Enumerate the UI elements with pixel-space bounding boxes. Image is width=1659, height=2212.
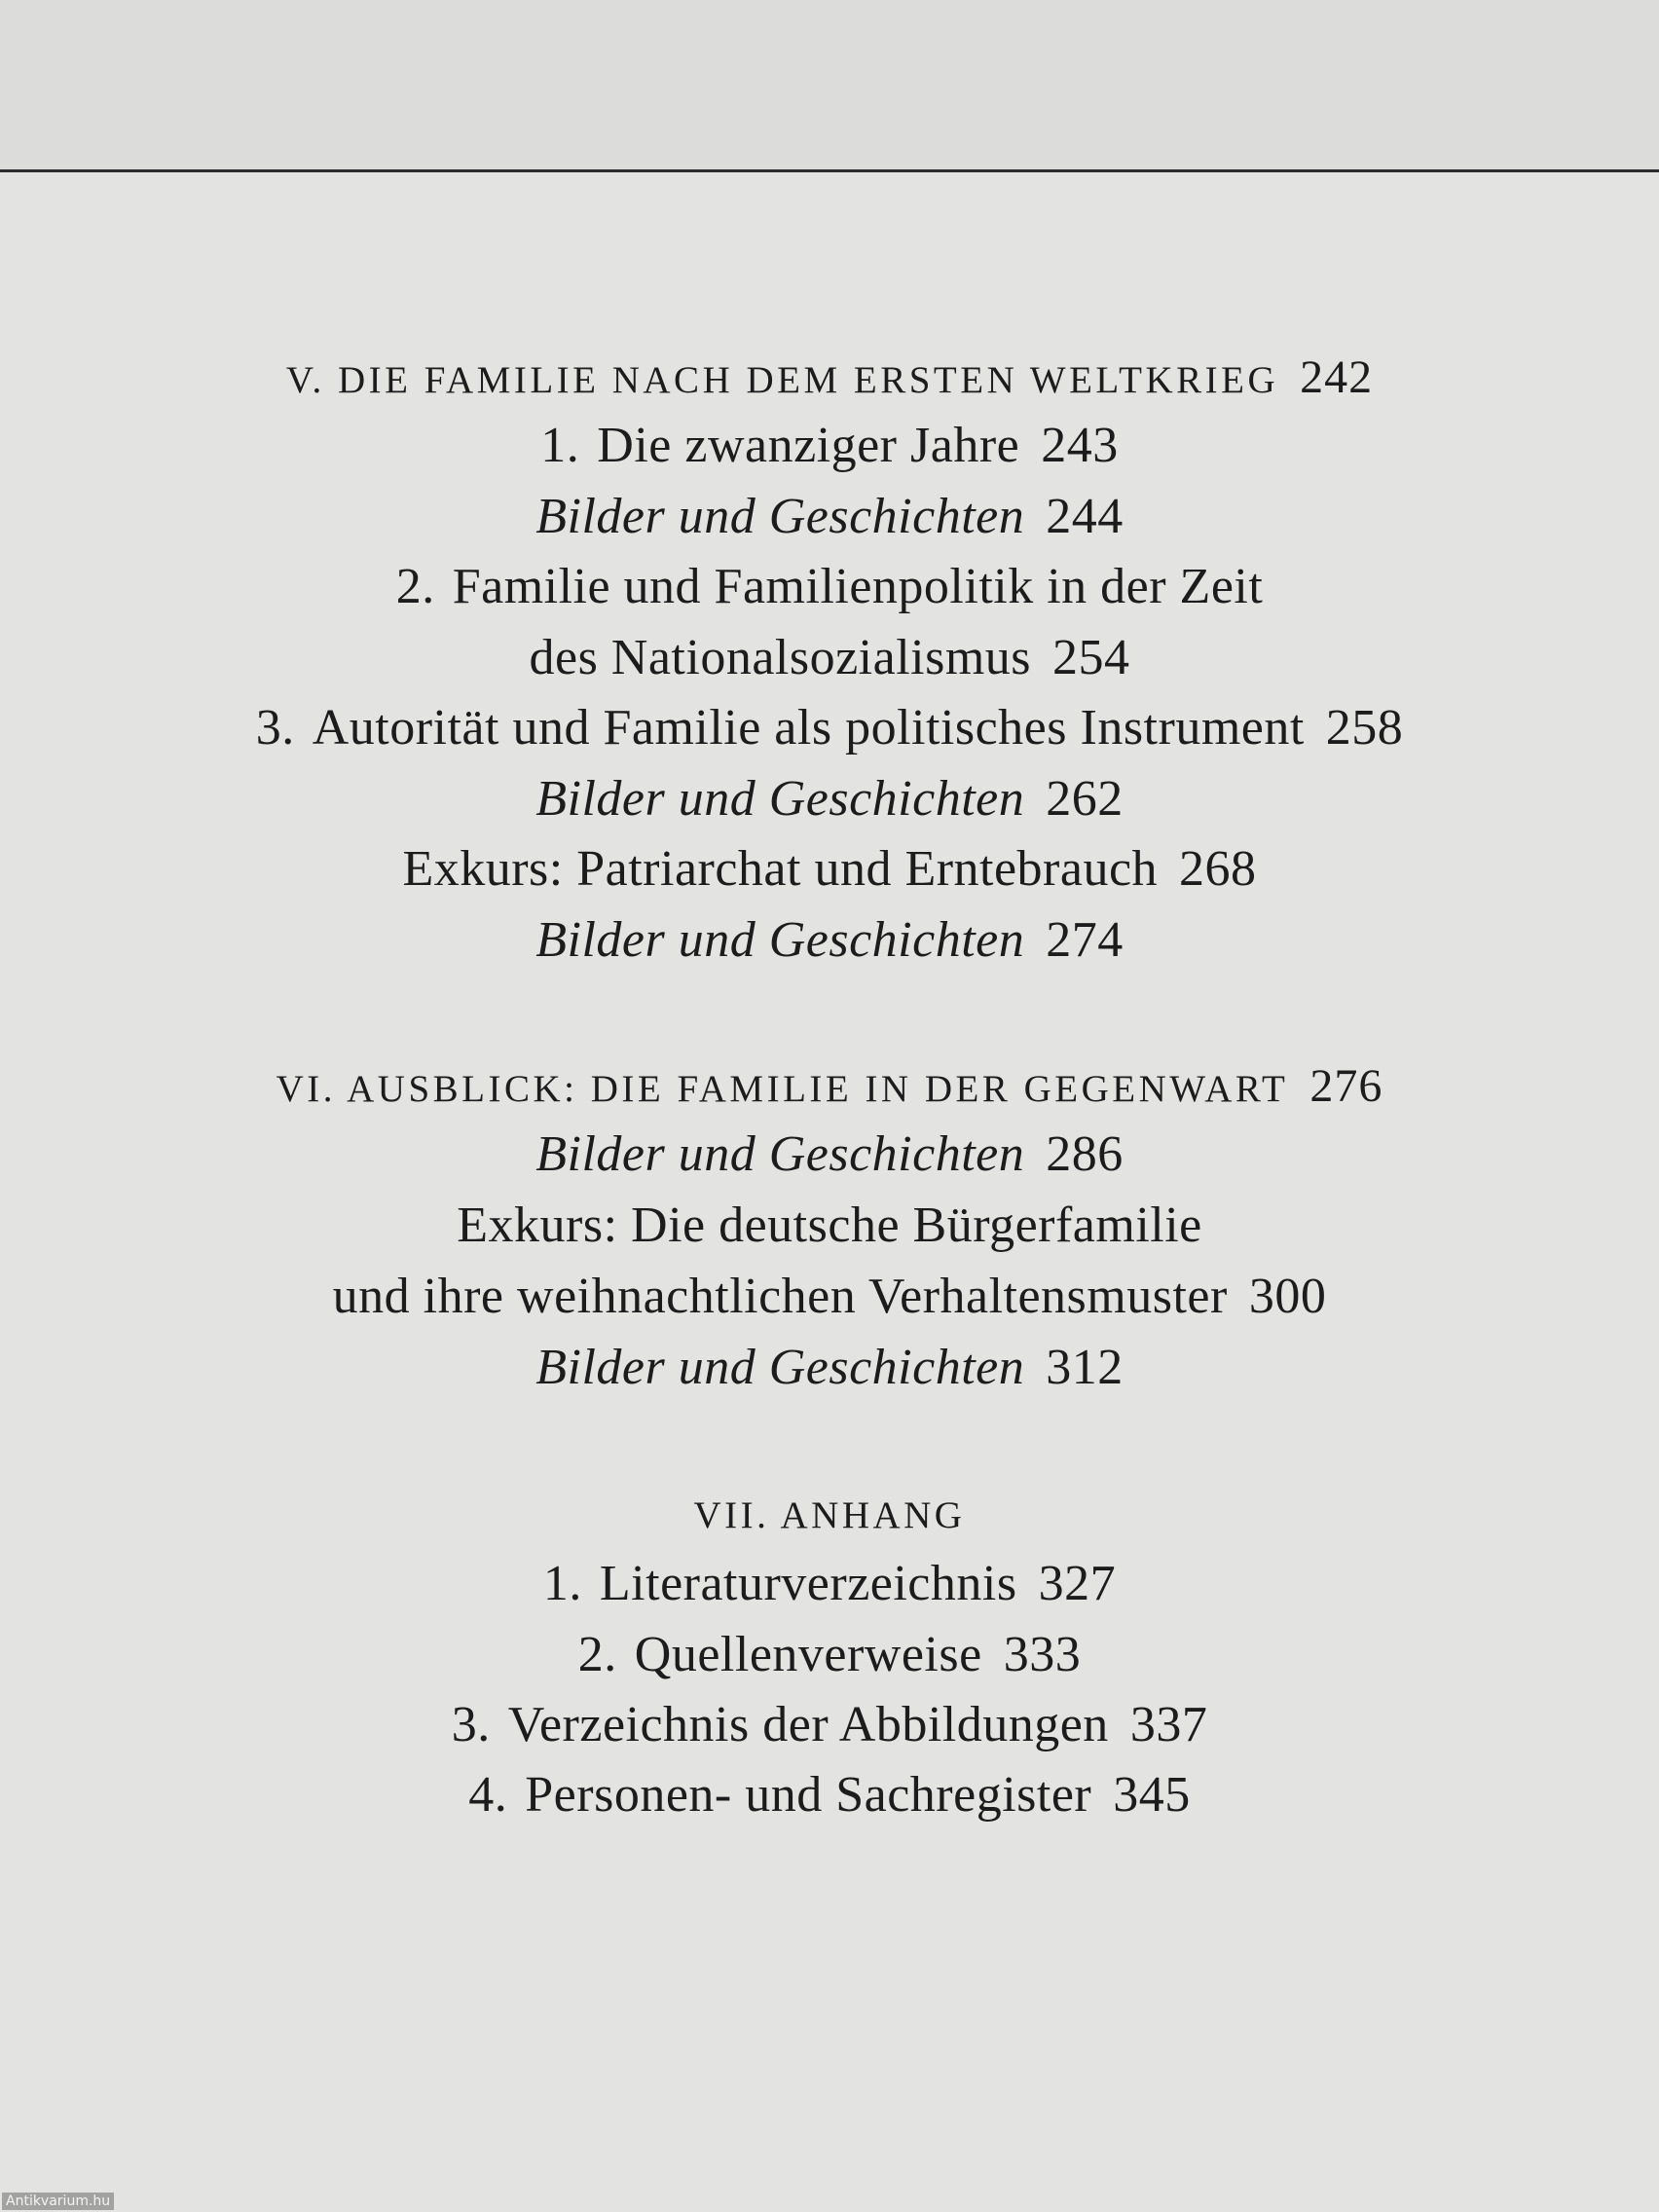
entry-number: 3. <box>451 1697 491 1752</box>
heading-text: VI. AUSBLICK: DIE FAMILIE IN DER GEGENWART <box>276 1068 1289 1110</box>
entry-title: Quellenverweise <box>634 1627 982 1682</box>
toc-entry <box>0 1333 1659 1403</box>
toc-entry <box>0 1262 1659 1332</box>
heading-page: 242 <box>1300 351 1374 403</box>
entry-page: 258 <box>1325 700 1404 756</box>
entry-page: 333 <box>1003 1627 1082 1682</box>
toc-entry <box>0 834 1659 904</box>
entry-title: Die zwanziger Jahre <box>597 418 1020 473</box>
entry-number: 2. <box>395 559 435 614</box>
entry-page: 262 <box>1046 771 1124 827</box>
entry-page: 254 <box>1052 630 1130 685</box>
entry-title: Familie und Familienpolitik in der Zeit <box>452 559 1264 614</box>
entry-title: Literaturverzeichnis <box>599 1556 1017 1611</box>
entry-page: 243 <box>1041 418 1119 473</box>
entry-page: 244 <box>1046 489 1124 544</box>
entry-page: 327 <box>1038 1556 1117 1611</box>
entry-page: 337 <box>1129 1697 1208 1752</box>
toc-entry <box>0 1690 1659 1760</box>
entry-number: 2. <box>577 1627 617 1682</box>
entry-title: Autorität und Familie als politisches Instrument <box>312 700 1305 756</box>
entry-title: Exkurs: Patriarchat und Erntebrauch <box>402 841 1159 897</box>
entry-title: Bilder und Geschichten <box>535 1340 1025 1395</box>
toc-entry <box>0 552 1659 622</box>
entry-page: 286 <box>1046 1126 1124 1182</box>
entry-number: 1. <box>542 1556 582 1611</box>
entry-title: Bilder und Geschichten <box>535 771 1025 827</box>
section-heading-vi <box>0 1051 1659 1122</box>
toc-entry <box>0 1760 1659 1830</box>
entry-page: 274 <box>1046 912 1124 968</box>
heading-text: V. DIE FAMILIE NACH DEM ERSTEN WELTKRIEG <box>285 359 1279 401</box>
toc-entry <box>0 693 1659 763</box>
entry-number: 4. <box>468 1767 508 1823</box>
watermark-text: Antikvarium.hu <box>2 2193 114 2210</box>
toc-entry <box>0 623 1659 693</box>
entry-title: Verzeichnis der Abbildungen <box>507 1697 1109 1752</box>
entry-title: Bilder und Geschichten <box>535 912 1025 968</box>
previous-page-area <box>0 0 1659 171</box>
entry-page: 268 <box>1179 841 1257 897</box>
toc-entry <box>0 411 1659 481</box>
top-rule <box>0 169 1659 172</box>
entry-page: 312 <box>1046 1340 1124 1395</box>
entry-title: Bilder und Geschichten <box>535 1126 1025 1182</box>
toc-entry <box>0 1191 1659 1261</box>
toc-entry <box>0 1549 1659 1619</box>
entry-title: Exkurs: Die deutsche Bürgerfamilie <box>457 1198 1202 1253</box>
entry-title: des Nationalsozialismus <box>529 630 1032 685</box>
entry-title: und ihre weihnachtlichen Verhaltensmuster <box>332 1269 1228 1324</box>
section-heading-v <box>0 343 1659 413</box>
toc-entry <box>0 764 1659 834</box>
entry-page: 345 <box>1113 1767 1191 1823</box>
entry-title: Bilder und Geschichten <box>535 489 1025 544</box>
entry-title: Personen- und Sachregister <box>525 1767 1092 1823</box>
entry-number: 1. <box>540 418 580 473</box>
section-heading-vii <box>0 1481 1659 1551</box>
toc-entry <box>0 1120 1659 1190</box>
heading-text: VII. ANHANG <box>693 1494 966 1536</box>
entry-number: 3. <box>255 700 295 756</box>
toc-entry <box>0 1620 1659 1690</box>
entry-page: 300 <box>1248 1269 1327 1324</box>
heading-page: 276 <box>1309 1060 1383 1112</box>
toc-entry <box>0 905 1659 976</box>
toc-entry <box>0 482 1659 552</box>
